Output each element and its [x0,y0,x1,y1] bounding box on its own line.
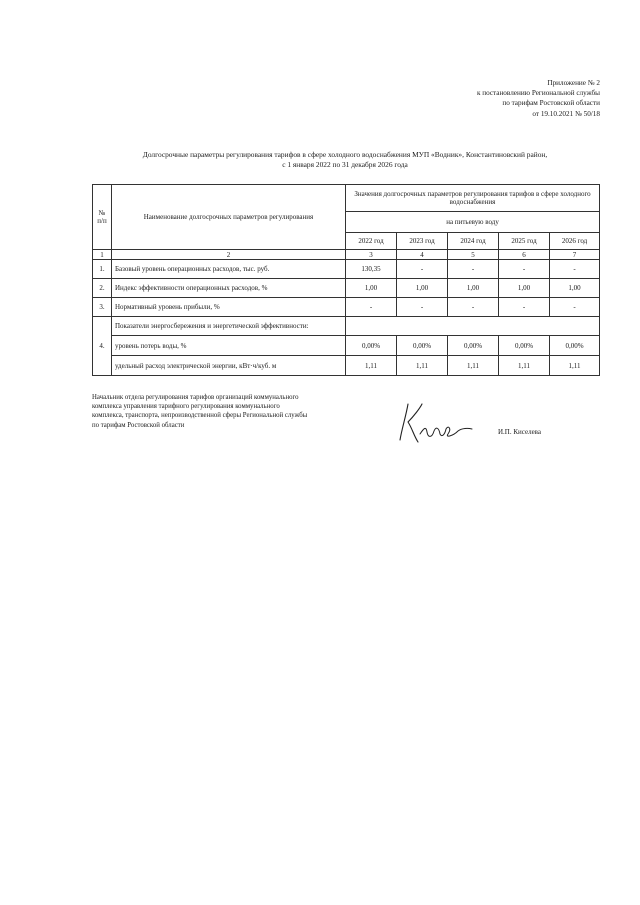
row-parameter-name: удельный расход электрической энергии, кВт·ч/куб. м [112,356,346,376]
parameters-table [92,184,600,376]
column-number: 2 [112,250,346,260]
header-year-2024: 2024 год [448,233,499,250]
row-parameter-name: Базовый уровень операционных расходов, тыс. руб. [112,260,346,279]
table-row [93,260,600,279]
row-value: 130,35 [346,260,397,279]
column-number: 5 [448,250,499,260]
row-section-empty [346,317,600,336]
document-title [92,150,598,170]
handwritten-signature [396,398,476,448]
row-value: - [499,260,550,279]
signer-line-3: комплекса, транспорта, непроизводственной сферы Региональной службы [92,412,308,420]
table-row [93,279,600,298]
row-number: 2. [93,279,112,298]
row-value: 1,11 [397,356,448,376]
row-value: 1,00 [550,279,600,298]
row-value: 1,11 [550,356,600,376]
column-number: 6 [499,250,550,260]
appendix-reference: к постановлению Региональной службы [476,89,600,98]
signer-line-2: комплекса управления тарифного регулирования коммунального [92,403,280,411]
column-number-row [93,250,600,260]
row-section-header: Показатели энергосбережения и энергетической эффективности: [112,317,346,336]
table-row [93,356,600,376]
column-number: 1 [93,250,112,260]
row-number: 4. [93,317,112,376]
row-parameter-name: Нормативный уровень прибыли, % [112,298,346,317]
signer-line-1: Начальник отдела регулирования тарифов организаций коммунального [92,394,299,401]
row-value: - [397,260,448,279]
title-line-1: Долгосрочные параметры регулирования тарифов в сфере холодного водоснабжения МУП «Водник», Константиновский район, [142,150,548,159]
signer-name: И.П. Киселева [498,428,541,436]
row-value: 0,00% [499,336,550,356]
row-number: 3. [93,298,112,317]
row-value: - [499,298,550,317]
row-value: 0,00% [448,336,499,356]
header-drinking-water: на питьевую воду [346,212,600,233]
row-number: 1. [93,260,112,279]
row-value: 0,00% [397,336,448,356]
signer-position [92,393,382,430]
header-number: № п/п [93,185,112,250]
row-parameter-name: Индекс эффективности операционных расходов, % [112,279,346,298]
header-year-2025: 2025 год [499,233,550,250]
row-value: 0,00% [550,336,600,356]
appendix-number: Приложение № 2 [547,79,600,87]
table-row [93,317,600,336]
row-value: 1,00 [499,279,550,298]
signer-line-4: по тарифам Ростовской области [92,421,185,429]
appendix-authority: по тарифам Ростовской области [502,99,600,108]
table-row [93,336,600,356]
header-year-2023: 2023 год [397,233,448,250]
row-value: 0,00% [346,336,397,356]
row-value: 1,11 [448,356,499,376]
row-value: - [448,298,499,317]
row-value: - [550,260,600,279]
row-value: - [346,298,397,317]
column-number: 4 [397,250,448,260]
header-year-2022: 2022 год [346,233,397,250]
row-parameter-name: уровень потерь воды, % [112,336,346,356]
table-row [93,298,600,317]
appendix-header [477,78,600,119]
header-year-2026: 2026 год [550,233,600,250]
row-value: 1,11 [499,356,550,376]
title-line-2: с 1 января 2022 по 31 декабря 2026 года [282,160,408,169]
column-number: 3 [346,250,397,260]
appendix-date: от 19.10.2021 № 50/18 [532,109,600,118]
header-parameter-name: Наименование долгосрочных параметров регулирования [112,185,346,250]
header-values: Значения долгосрочных параметров регулирования тарифов в сфере холодного водоснабжения [346,185,600,212]
row-value: - [550,298,600,317]
row-value: 1,11 [346,356,397,376]
row-value: 1,00 [448,279,499,298]
row-value: - [448,260,499,279]
column-number: 7 [550,250,600,260]
row-value: - [397,298,448,317]
row-value: 1,00 [397,279,448,298]
row-value: 1,00 [346,279,397,298]
